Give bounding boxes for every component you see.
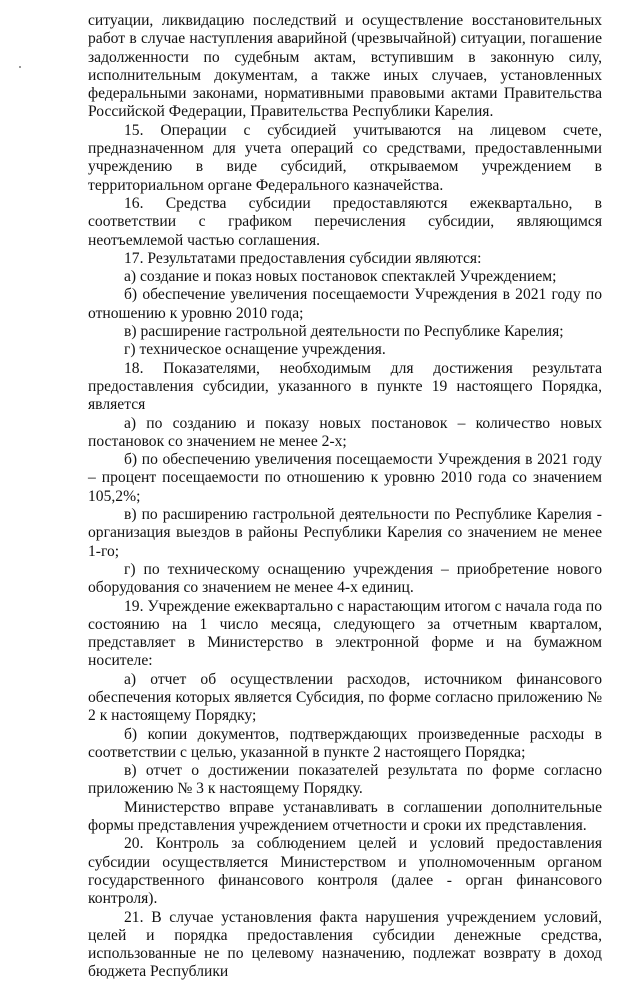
document-body [88, 12, 602, 982]
paragraph-18-g: г) по техническому оснащению учреждения – приобретение нового оборудования со значением не менее 4-х единиц. [88, 560, 602, 597]
paragraph-19: 19. Учреждение ежеквартально с нарастающим итогом с начала года по состоянию на 1 число месяца, следующего за отчетным кварталом, представляет в Министерство в электронной форме и на бумажном носителе: [88, 597, 602, 670]
paragraph-15: 15. Операции с субсидией учитываются на лицевом счете, предназначенном для учета операций со средствами, предоставленными учреждению в виде субсидий, открываемом учреждением в территориальном органе Федерального казначейства. [88, 121, 602, 194]
scan-speck [19, 66, 21, 68]
paragraph-17-g: г) техническое оснащение учреждения. [124, 341, 386, 359]
paragraph-17: 17. Результатами предоставления субсидии являются: [124, 249, 482, 267]
paragraph-18-b: б) по обеспечению увеличения посещаемости Учреждения в 2021 году – процент посещаемости по отношению к уровню 2010 года со значением 105,2%; [88, 451, 602, 505]
paragraph-18: 18. Показателями, необходимым для достижения результата предоставления субсидии, указанного в пункте 19 настоящего Порядка, является [88, 359, 602, 414]
paragraph-19-v: в) отчет о достижении показателей результата по форме согласно приложению № 3 к настоящему Порядку. [88, 762, 602, 798]
paragraph-17-a: а) создание и показ новых постановок спектаклей Учреждением; [124, 268, 557, 286]
paragraph-19-a: а) отчет об осуществлении расходов, источником финансового обеспечения которых является Субсидия, по форме согласно приложению № 2 к настоящему Порядку; [88, 670, 602, 725]
paragraph-18-v: в) по расширению гастрольной деятельности по Республике Карелия - организация выездов в районы Республики Карелия со значением не менее 1-го; [88, 506, 602, 560]
paragraph-ministry-rights: Министерство вправе устанавливать в соглашении дополнительные формы представления учреждением отчетности и сроки их представления. [88, 798, 602, 835]
paragraph-17-v: в) расширение гастрольной деятельности по Республике Карелия; [124, 323, 564, 341]
paragraph-16: 16. Средства субсидии предоставляются ежеквартально, в соответствии с графиком перечисления субсидии, являющимся неотъемлемой частью соглашения. [88, 194, 602, 249]
paragraph-20: 20. Контроль за соблюдением целей и условий предоставления субсидии осуществляется Министерством и уполномоченным органом государственного финансового контроля (далее - орган финансового контроля). [88, 835, 602, 908]
paragraph-17-b: б) обеспечение увеличения посещаемости Учреждения в 2021 году по отношению к уровню 2010 года; [88, 286, 602, 322]
paragraph-19-b: б) копии документов, подтверждающих произведенные расходы в соответствии с целью, указанной в пункте 2 настоящего Порядка; [88, 725, 602, 761]
paragraph-21: 21. В случае установления факта нарушения учреждением условий, целей и порядка предоставления субсидии денежные средства, использованные не по целевому назначению, подлежат возврату в доход бюджета Республики [88, 908, 602, 981]
paragraph-18-a: а) по созданию и показу новых постановок – количество новых постановок со значением не менее 2-х; [88, 414, 602, 450]
paragraph-14-continuation: ситуации, ликвидацию последствий и осуществление восстановительных работ в случае наступления аварийной (чрезвычайной) ситуации, погашение задолженности по судебным актам, вступившим в законную силу, исполнительным документам, а также иных случаев, установленных федеральными законами, нормативными правовыми актами Правительства Российской Федерации, Правительства Республики Карелия. [88, 12, 602, 121]
